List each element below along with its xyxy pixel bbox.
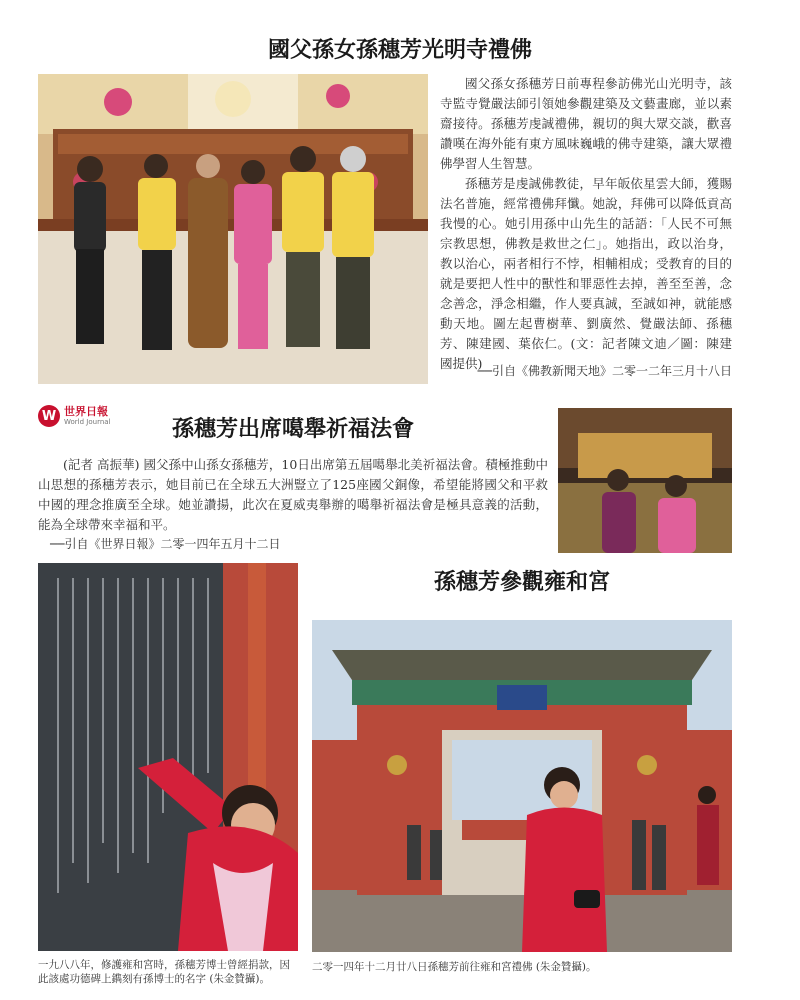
article3-title: 孫穗芳參觀雍和宮 <box>433 570 610 595</box>
yonghe-caption: 二零一四年十二月廿八日孫穗芳前往雍和宮禮佛 (朱金贊攝)。 <box>312 961 597 973</box>
article2-body <box>38 455 548 535</box>
article2-title: 孫穗芳出席噶舉祈福法會 <box>171 417 414 442</box>
article1-title: 國父孫女孫穗芳光明寺禮佛 <box>267 38 532 63</box>
logo-chinese-name: 世界日報 <box>64 404 108 418</box>
article1-paragraph-2: 孫穗芳是虔誠佛教徒，早年皈依星雲大師，獲賜法名普施，經常禮佛拜懺。她說，拜佛可以降低貢高我慢的心。她引用孫中山先生的話語：「人民不可無宗教思想，佛教是救世之仁」。她指出，政以治身，教以治心，兩者相行不悖，相輔相成；受教育的目的就是要把人性中的獸性和罪惡性去掉，善至至善，念念善念，淨念相繼，作人要真誠，至誠如神，就能感動天地。圖左起曹樹華、劉廣然、覺嚴法師、孫穗芳、陳建國、葉依仁。(文：記者陳文迪／圖：陳建國提供) <box>440 176 732 371</box>
stele-photo <box>38 563 298 951</box>
article1-citation: ──引自《佛教新聞天地》二零一二年三月十八日 <box>477 364 732 378</box>
logo-english-name: World Journal <box>64 417 111 426</box>
article1-body <box>440 74 732 374</box>
yonghe-temple-photo <box>312 620 732 952</box>
prayer-ceremony-photo <box>558 408 732 553</box>
article1-paragraph-1: 國父孫女孫穗芳日前專程參訪佛光山光明寺，該寺監寺覺嚴法師引領她參觀建築及文藝畫廊，並以素齋接待。孫穗芳虔誠禮佛，親切的與大眾交談，歡喜讚嘆在海外能有東方風味巍峨的佛寺建築，讓大眾禮佛學習人生智慧。 <box>440 76 732 171</box>
article2-paragraph: (記者 高振華) 國父孫中山孫女孫穗芳，10日出席第五屆噶舉北美祈福法會。積極推動中山思想的孫穗芳表示，她目前已在全球五大洲豎立了125座國父銅像，希望能將國父和平救中國的理念推廣至全球。她並讚揚，此次在夏威夷舉辦的噶舉祈福法會是極具意義的活動，能為全球帶來幸福和平。 <box>38 457 548 532</box>
article2-citation: ──引自《世界日報》二零一四年五月十二日 <box>50 537 281 551</box>
world-journal-logo-icon: W <box>38 405 60 427</box>
temple-group-photo <box>38 74 428 384</box>
stele-caption: 一九八八年，修護雍和宮時，孫穗芳博士曾經捐款，因此該處功德碑上鐫刻有孫博士的名字 (朱金贊攝)。 <box>38 959 290 985</box>
